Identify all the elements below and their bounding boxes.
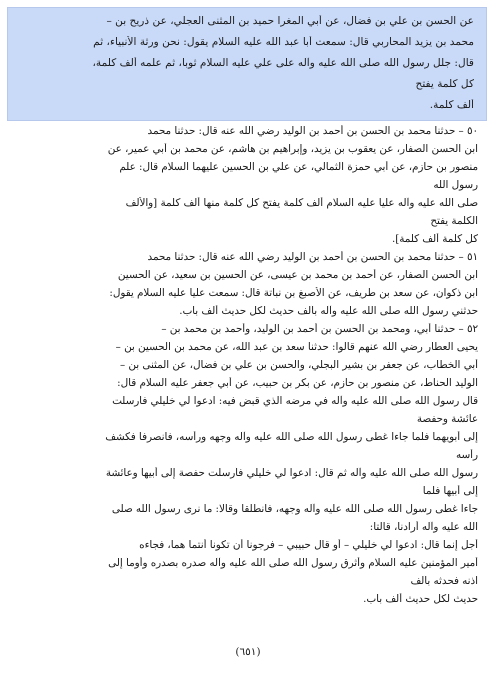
hadith-52-line: عائشة وحفصة — [416, 413, 478, 425]
hadith-52-line: أبي الخطاب، عن جعفر بن بشير البجلي، والحسن بن علي بن فضال، عن المثنى بن – — [119, 359, 478, 371]
hadith-50-line: الكلمة يفتح — [430, 215, 478, 227]
hadith-52-line: رسول الله صلى الله عليه وآله ثم قال: ادعوا لي خليلي فأرسلت حفصة إلى أبيها وعائشة — [105, 467, 478, 479]
hadith-52-line: ٥٢ – حدثنا أبي، ومحمد بن الحسن بن أحمد بن الوليد، وأحمد بن محمد بن – — [161, 323, 478, 335]
hadith-52-line: الله عليه وآله أرادنا، قالتا: — [369, 521, 478, 533]
hadith-51-line: ابن ذكوان، عن سعد بن طريف، عن الأصبغ بن نباتة قال: سمعت عليا عليه السلام يقول: — [109, 287, 478, 299]
hadith-50-line: ابن الحسن الصفار، عن يعقوب بن يزيد، وإبراهيم بن هاشم، عن محمد بن أبي عمير، عن — [107, 143, 478, 155]
selected-line[interactable]: قال: جلل رسول الله صلى الله عليه وآله على علي عليه السلام ثوبا، ثم علمه ألف كلمة، — [92, 57, 474, 69]
hadith-51-line: ابن الحسن الصفار، عن أحمد بن محمد بن عيسى، عن الحسين بن سعيد، عن الحسين — [117, 269, 478, 281]
hadith-52-line: أمير المؤمنين عليه السلام وأثرق رسول الله صلى الله عليه وآله صدره بصدره وأومأ إلى — [108, 557, 478, 569]
hadith-52-line: الوليد الحناط، عن منصور بن حازم، عن بكر بن حبيب، عن أبي جعفر عليه السلام قال: — [117, 377, 478, 389]
hadith-51-line: ٥١ – حدثنا محمد بن الحسن بن أحمد بن الوليد رضي الله عنه قال: حدثنا محمد — [147, 251, 478, 263]
selected-line[interactable]: عن الحسن بن علي بن فضال، عن أبي المغرا حميد بن المثنى العجلي، عن ذريح بن – — [106, 15, 474, 27]
hadith-52-line: إلى أبويهما فلما جاءا غطى رسول الله صلى الله عليه وآله وجهه ورأسه، فانصرفا فكشف — [105, 431, 478, 443]
hadith-50-line: صلى الله عليه وآله عليا عليه السلام ألف كلمة يفتح كل كلمة منها ألف كلمة [والألف — [125, 197, 478, 209]
hadith-52-line: يحيى العطار رضي الله عنهم قالوا: حدثنا سعد بن عبد الله، عن محمد بن الحسين بن – — [115, 341, 478, 353]
hadith-50-line: رسول الله — [433, 179, 478, 191]
hadith-52-line: رأسه — [456, 449, 478, 461]
selected-line[interactable]: كل كلمة يفتح — [415, 78, 474, 90]
hadith-52-line: جاءا غطى رسول الله صلى الله عليه وآله وجهه، فانطلقا وقالا: ما نرى رسول الله صلى — [111, 503, 478, 515]
hadith-51-line: حدثني رسول الله صلى الله عليه وآله بألف حديث لكل حديث ألف باب. — [179, 305, 478, 317]
hadith-50-line: منصور بن حازم، عن أبي حمزة الثمالي، عن علي بن الحسين عليهما السلام قال: علم — [119, 161, 478, 173]
hadith-52-line: حديث لكل حديث ألف باب. — [363, 593, 478, 605]
selected-line[interactable]: ألف كلمة. — [429, 99, 474, 111]
hadith-50-line: كل كلمة ألف كلمة]. — [391, 233, 478, 245]
page-number: (٦٥١) — [235, 646, 261, 658]
hadith-52-line: إلى أبيها فلما — [422, 485, 478, 497]
hadith-52-line: أجل إنما قال: ادعوا لي خليلي – أو قال حبيبي – فرجونا أن تكونا أنتما هما، فجاءه — [139, 539, 478, 551]
selected-line[interactable]: محمد بن يزيد المحاربي قال: سمعت أبا عبد الله عليه السلام يقول: نحن ورثة الأنبياء، ثم — [93, 36, 474, 48]
hadith-52-line: اذنه فحدثه بألف — [410, 575, 478, 587]
hadith-50-line: ٥٠ – حدثنا محمد بن الحسن بن أحمد بن الوليد رضي الله عنه قال: حدثنا محمد — [147, 125, 478, 137]
hadith-52-line: قال رسول الله صلى الله عليه وآله في مرضه الذي قبض فيه: ادعوا لي خليلي فأرسلت — [112, 395, 478, 407]
